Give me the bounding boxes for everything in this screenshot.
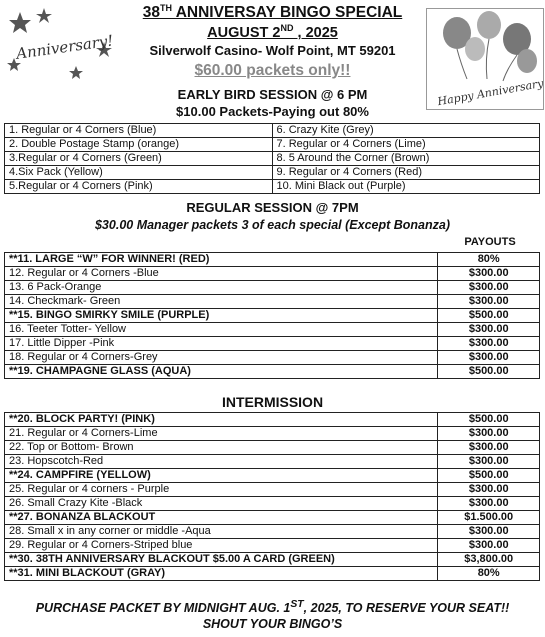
game-name: **19. CHAMPAGNE GLASS (AQUA)	[5, 365, 438, 379]
game-row	[5, 365, 540, 379]
game-name: **24. CAMPFIRE (YELLOW)	[5, 469, 438, 483]
game-payout: $300.00	[438, 497, 540, 511]
game-name: 23. Hopscotch-Red	[5, 455, 438, 469]
early-bird-packets: $10.00 Packets-Paying out 80%	[176, 104, 369, 119]
game-row	[5, 337, 540, 351]
game-row	[5, 281, 540, 295]
shout-bingo-note: SHOUT YOUR BINGO’S	[202, 617, 343, 631]
game-name: **20. BLOCK PARTY! (PINK)	[5, 413, 438, 427]
early-game-cell: 10. Mini Black out (Purple)	[272, 180, 540, 194]
game-name: 29. Regular or 4 Corners-Striped blue	[5, 539, 438, 553]
game-row	[5, 469, 540, 483]
game-payout: $300.00	[438, 525, 540, 539]
early-game-cell: 9. Regular or 4 Corners (Red)	[272, 166, 540, 180]
game-name: **27. BONANZA BLACKOUT	[5, 511, 438, 525]
packet-price: $60.00 packets only!!	[194, 62, 351, 79]
game-name: **11. LARGE “W” FOR WINNER! (RED)	[5, 253, 438, 267]
game-row	[5, 511, 540, 525]
game-payout: $300.00	[438, 483, 540, 497]
early-game-cell: 4.Six Pack (Yellow)	[5, 166, 273, 180]
anniversary-script-text: Anniversary!	[15, 31, 115, 63]
game-row	[5, 267, 540, 281]
payouts-header: PAYOUTS	[464, 236, 516, 248]
venue: Silverwolf Casino- Wolf Point, MT 59201	[149, 43, 396, 58]
game-name: 14. Checkmark- Green	[5, 295, 438, 309]
game-row	[5, 253, 540, 267]
game-row	[5, 567, 540, 581]
game-row	[5, 455, 540, 469]
game-name: 21. Regular or 4 Corners-Lime	[5, 427, 438, 441]
early-game-cell: 8. 5 Around the Corner (Brown)	[272, 152, 540, 166]
game-row	[5, 323, 540, 337]
early-game-row	[5, 138, 540, 152]
game-name: 22. Top or Bottom- Brown	[5, 441, 438, 455]
game-row	[5, 351, 540, 365]
game-payout: $300.00	[438, 337, 540, 351]
game-payout: $300.00	[438, 323, 540, 337]
game-name: **31. MINI BLACKOUT (GRAY)	[5, 567, 438, 581]
game-payout: $500.00	[438, 309, 540, 323]
early-game-cell: 2. Double Postage Stamp (orange)	[5, 138, 273, 152]
page-title: 38TH ANNIVERSAY BINGO SPECIAL	[142, 3, 403, 22]
game-payout: 80%	[438, 253, 540, 267]
early-game-row	[5, 180, 540, 194]
game-name: **30. 38TH ANNIVERSARY BLACKOUT $5.00 A CARD (GREEN)	[5, 553, 438, 567]
early-game-row	[5, 124, 540, 138]
manager-packets-note: $30.00 Manager packets 3 of each special (Except Bonanza)	[94, 218, 450, 232]
game-row	[5, 539, 540, 553]
game-name: **15. BINGO SMIRKY SMILE (PURPLE)	[5, 309, 438, 323]
regular-session-heading: REGULAR SESSION @ 7PM	[186, 200, 359, 215]
early-game-cell: 7. Regular or 4 Corners (Lime)	[272, 138, 540, 152]
game-name: 25. Regular or 4 corners - Purple	[5, 483, 438, 497]
game-name: 16. Teeter Totter- Yellow	[5, 323, 438, 337]
game-payout: $300.00	[438, 427, 540, 441]
game-payout: $300.00	[438, 539, 540, 553]
game-payout: $500.00	[438, 469, 540, 483]
game-row	[5, 309, 540, 323]
game-payout: 80%	[438, 567, 540, 581]
game-row	[5, 483, 540, 497]
game-payout: $300.00	[438, 455, 540, 469]
regular-games-table-b	[4, 412, 540, 581]
game-row	[5, 497, 540, 511]
game-payout: $500.00	[438, 365, 540, 379]
game-name: 26. Small Crazy Kite -Black	[5, 497, 438, 511]
game-name: 28. Small x in any corner or middle -Aqua	[5, 525, 438, 539]
game-name: 17. Little Dipper -Pink	[5, 337, 438, 351]
game-payout: $500.00	[438, 413, 540, 427]
game-row	[5, 427, 540, 441]
early-game-row	[5, 152, 540, 166]
game-payout: $300.00	[438, 351, 540, 365]
game-name: 13. 6 Pack-Orange	[5, 281, 438, 295]
early-game-cell: 3.Regular or 4 Corners (Green)	[5, 152, 273, 166]
game-payout: $300.00	[438, 295, 540, 309]
purchase-deadline-note: PURCHASE PACKET BY MIDNIGHT AUG. 1ST, 2025, TO RESERVE YOUR SEAT!!	[35, 599, 510, 616]
game-row	[5, 553, 540, 567]
game-payout: $300.00	[438, 441, 540, 455]
early-bird-heading: EARLY BIRD SESSION @ 6 PM	[177, 87, 368, 102]
intermission-heading: INTERMISSION	[221, 394, 324, 410]
regular-games-table-a	[4, 252, 540, 379]
early-game-cell: 6. Crazy Kite (Grey)	[272, 124, 540, 138]
happy-anniversary-text: Happy Anniversary	[436, 76, 543, 109]
early-bird-games-table	[4, 123, 540, 194]
early-game-cell: 1. Regular or 4 Corners (Blue)	[5, 124, 273, 138]
early-game-cell: 5.Regular or 4 Corners (Pink)	[5, 180, 273, 194]
early-game-row	[5, 166, 540, 180]
game-payout: $3,800.00	[438, 553, 540, 567]
game-name: 12. Regular or 4 Corners -Blue	[5, 267, 438, 281]
game-payout: $300.00	[438, 281, 540, 295]
game-row	[5, 295, 540, 309]
game-payout: $300.00	[438, 267, 540, 281]
game-row	[5, 441, 540, 455]
event-date: AUGUST 2ND , 2025	[207, 23, 338, 41]
game-name: 18. Regular or 4 Corners-Grey	[5, 351, 438, 365]
game-row	[5, 413, 540, 427]
game-payout: $1.500.00	[438, 511, 540, 525]
game-row	[5, 525, 540, 539]
